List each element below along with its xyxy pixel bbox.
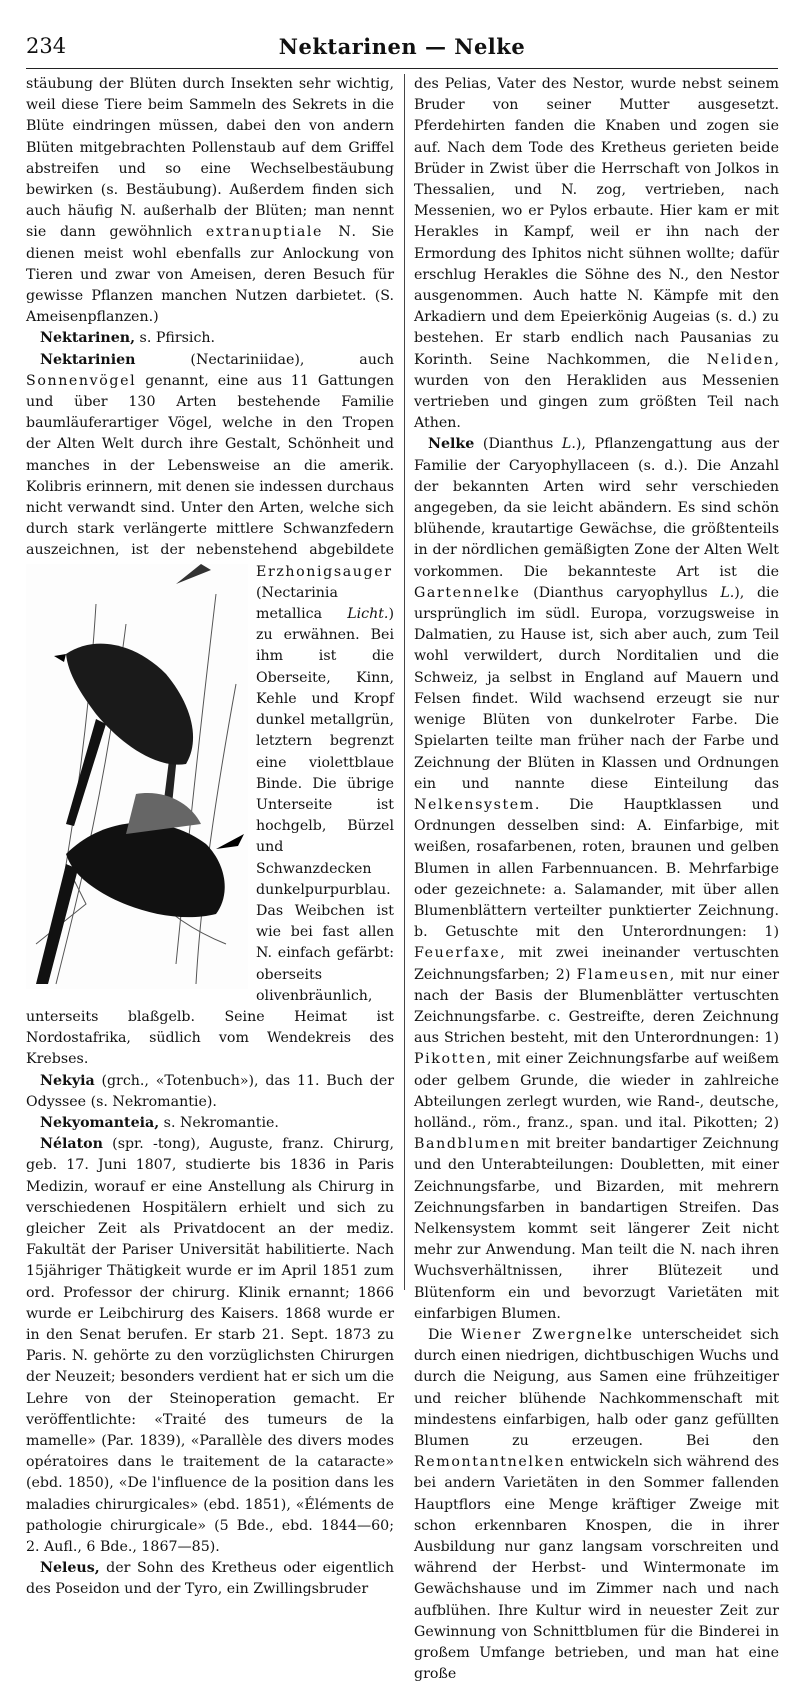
page-number: 234 [26, 34, 67, 58]
entry-nekyia: Nekyia (grch., «Totenbuch»), das 11. Buch der Odyssee (s. Nekromantie). [26, 1072, 394, 1110]
running-title: Nektarinen — Nelke [278, 34, 526, 59]
page-header [26, 34, 778, 64]
headword: Nekyomanteia, [40, 1114, 160, 1131]
header-rule [26, 68, 778, 69]
entry-nektarinien: Nektarinien (Nectariniidae), auch Sonnenvögel genannt, eine aus 11 Gattungen und über 130 Arten bestehende Familie baumläuferartiger Vögel, welche in den Tropen der Alten Welt durch ihre Gestalt, Schönheit und manches in der Lebensweise an die amerik. Kolibris erinnern, mit denen sie indessen durchaus nicht verwandt sind. Unter den Arten, welche sich durch stark verlängerte mittlere Schwanzfedern auszeichnen, ist der nebenstehend abgebildete Erzhonigsauger (Nectarinia metallica Licht.) zu erwähnen. Bei ihm ist die Oberseite, Kinn, Kehle und Kropf dunkel metallgrün, letztern begrenzt eine violettblaue Binde. Die übrige Unterseite ist hochgelb, Bürzel und Schwanzdecken dunkelpurpurblau. Das Weibchen ist wie bei fast allen N. einfach gefärbt: oberseits olivenbräunlich, unterseits blaßgelb. Seine Heimat ist Nordostafrika, südlich vom Wendekreis des Krebses. [26, 351, 394, 1068]
entry-nelke: Nelke (Dianthus L.), Pflanzengattung aus der Familie der Caryophyllaceen (s. d.). Die Anzahl der bekannten Arten wird sehr verschieden angegeben, da sie leicht abändern. Es sind schön blühende, krautartige Gewächse, die größtenteils in der nördlichen gemäßigten Zone der Alten Welt vorkommen. Die bekannteste Art ist die Gartennelke (Dianthus caryophyllus L.), die ursprünglich im südl. Europa, vorzugsweise in Dalmatien, zu Hause ist, sich aber auch, zum Teil wohl verwildert, durch Norditalien und die Schweiz, ja selbst in England auf Mauern und Felsen findet. Wild wachsend erzeugt sie nur wenige Blüten von dunkelroter Farbe. Die Spielarten teilte man früher nach der Farbe und Zeichnung der Blüten in Klassen und Ordnungen ein und nannte diese Einteilung das Nelkensystem. Die Hauptklassen und Ordnungen desselben sind: A. Einfarbige, mit weißen, rosafarbenen, roten, braunen und gelben Blumen in allen Farbennuancen. B. Mehrfarbige oder gezeichnete: a. Salamander, mit über allen Blumenblättern verteilter punktierter Zeichnung. b. Getuschte mit den Unterordnungen: 1) Feuerfaxe, mit zwei ineinander vertuschten Zeichnungsfarben; 2) Flameusen, mit nur einer nach der Basis der Blumenblätter vertuschten Zeichnungsfarbe. c. Gestreifte, deren Zeichnung aus Strichen besteht, mit den Unterordnungen: 1) Pikotten, mit einer Zeichnungsfarbe auf weißem oder gelbem Grunde, die wieder in zahlreiche Abteilungen zerlegt wurden, wie Rand-, deutsche, holländ., röm., franz., span. und ital. Pikotten; 2) Bandblumen mit breiter bandartiger Zeichnung und den Unterabteilungen: Doubletten, mit einer Zeichnungsfarbe, und Bizarden, mit mehrern Zeichnungsfarben in bandartigen Streifen. Das Nelkensystem kommt seit längerer Zeit nicht mehr zur Anwendung. Man teilt die N. nach ihren Wuchsverhältnissen, ihrer Blütezeit und Blütenform ein und bevorzugt Varietäten mit einfarbigen Blumen. [414, 436, 779, 1322]
headword: Neleus, [40, 1560, 100, 1577]
entry-nelaton: Nélaton (spr. -tong), Auguste, franz. Chirurg, geb. 17. Juni 1807, studierte bis 1836 in Paris Medizin, worauf er eine Anstellung als Chirurg in verschiedenen Hospitälern erhielt und sich zu gleicher Zeit als Privatdocent an der mediz. Fakultät der Pariser Universität habilitierte. Nach 15jähriger Thätigkeit wurde er im April 1851 zum ord. Professor der chirurg. Klinik ernannt; 1866 wurde er Leibchirurg des Kaisers. 1868 wurde er in den Senat berufen. Er starb 21. Sept. 1873 zu Paris. N. gehörte zu den vorzüglichsten Chirurgen der Neuzeit; besonders verdient hat er sich um die Lehre von der Steinoperation gemacht. Er veröffentlichte: «Traité des tumeurs de la mamelle» (Par. 1839), «Parallèle des divers modes opératoires dans le traitement de la cataracte» (ebd. 1850), «De l'influence de la position dans les maladies chirurgicales» (ebd. 1851), «Éléments de pathologie chirurgicale» (5 Bde., ebd. 1844—60; 2. Aufl., 6 Bde., 1867—85). [26, 1136, 394, 1556]
column-divider [404, 74, 405, 1290]
entry-nektarinen: Nektarinen, s. Pfirsich. [40, 330, 216, 347]
headword: Nélaton [40, 1136, 103, 1153]
paragraph: Die Wiener Zwergnelke unterscheidet sich durch einen niedrigen, dichtbuschigen Wuchs und durch die Neigung, aus Samen eine frühzeitiger und reicher blühende Nachkommenschaft mit mindestens einfarbigen, halb oder ganz gefüllten Blumen zu erzeugen. Bei den Remontantnelken entwickeln sich während des bei andern Varietäten in den Sommer fallenden Hauptflors eine Menge kräftiger Zweige mit schon erkennbaren Knospen, die in ihrer Ausbildung nur ganz langsam vorschreiten und während der Herbst- und Wintermonate im Gewächshause und im Zimmer nach und nach aufblühen. Ihre Kultur wird in neuester Zeit zur Gewinnung von Schnittblumen für die Binderei in großem Umfange betrieben, und man hat eine große [414, 1326, 779, 1683]
paragraph: stäubung der Blüten durch Insekten sehr wichtig, weil diese Tiere beim Sammeln des Sekrets in die Blüte eindringen müssen, dabei den von andern Blüten mitgebrachten Pollenstaub auf dem Griffel abstreifen und so eine Wechselbestäubung bewirken (s. Bestäubung). Außerdem finden sich auch häufig N. außerhalb der Blüten; man nennt sie dann gewöhnlich extranuptiale N. Sie dienen meist wohl ebenfalls zur Anlockung von Tieren und zwar von Ameisen, deren Besuch für gewisse Pflanzen manchen Nutzen darbietet. (S. Ameisenpflanzen.) [26, 76, 395, 326]
headword: Nelke [428, 436, 475, 453]
headword: Nekyia [40, 1072, 95, 1089]
headword: Nektarinen, [40, 330, 136, 347]
sunbird-illustration [26, 564, 248, 989]
entry-neleus: Neleus, der Sohn des Kretheus oder eigentlich des Poseidon und der Tyro, ein Zwillingsbruder [26, 1560, 394, 1598]
entry-nekyomanteia: Nekyomanteia, s. Nekromantie. [40, 1114, 279, 1131]
right-column [414, 74, 779, 1685]
headword: Nektarinien [40, 351, 136, 368]
left-column [26, 74, 394, 1601]
paragraph: des Pelias, Vater des Nestor, wurde nebst seinem Bruder von seiner Mutter ausgesetzt. Pferdehirten fanden die Knaben und zogen sie auf. Nach dem Tode des Kretheus gerieten beide Brüder in Zwist über die Herrschaft von Jolkos in Thessalien, und N. zog, vertrieben, nach Messenien, wo er Pylos erbaute. Hier kam er mit Herakles in Kampf, weil er ihn nach der Ermordung des Iphitos nicht sühnen wollte; dafür erschlug Herakles die Söhne des N., den Nestor ausgenommen. Auch hatte N. Kämpfe mit den Arkadiern und dem Epeierkönig Augeias (s. d.) zu bestehen. Er starb endlich nach Pausanias zu Korinth. Seine Nachkommen, die Neliden, wurden von den Herakliden aus Messenien vertrieben und gingen zum größten Teil nach Athen. [414, 76, 779, 432]
